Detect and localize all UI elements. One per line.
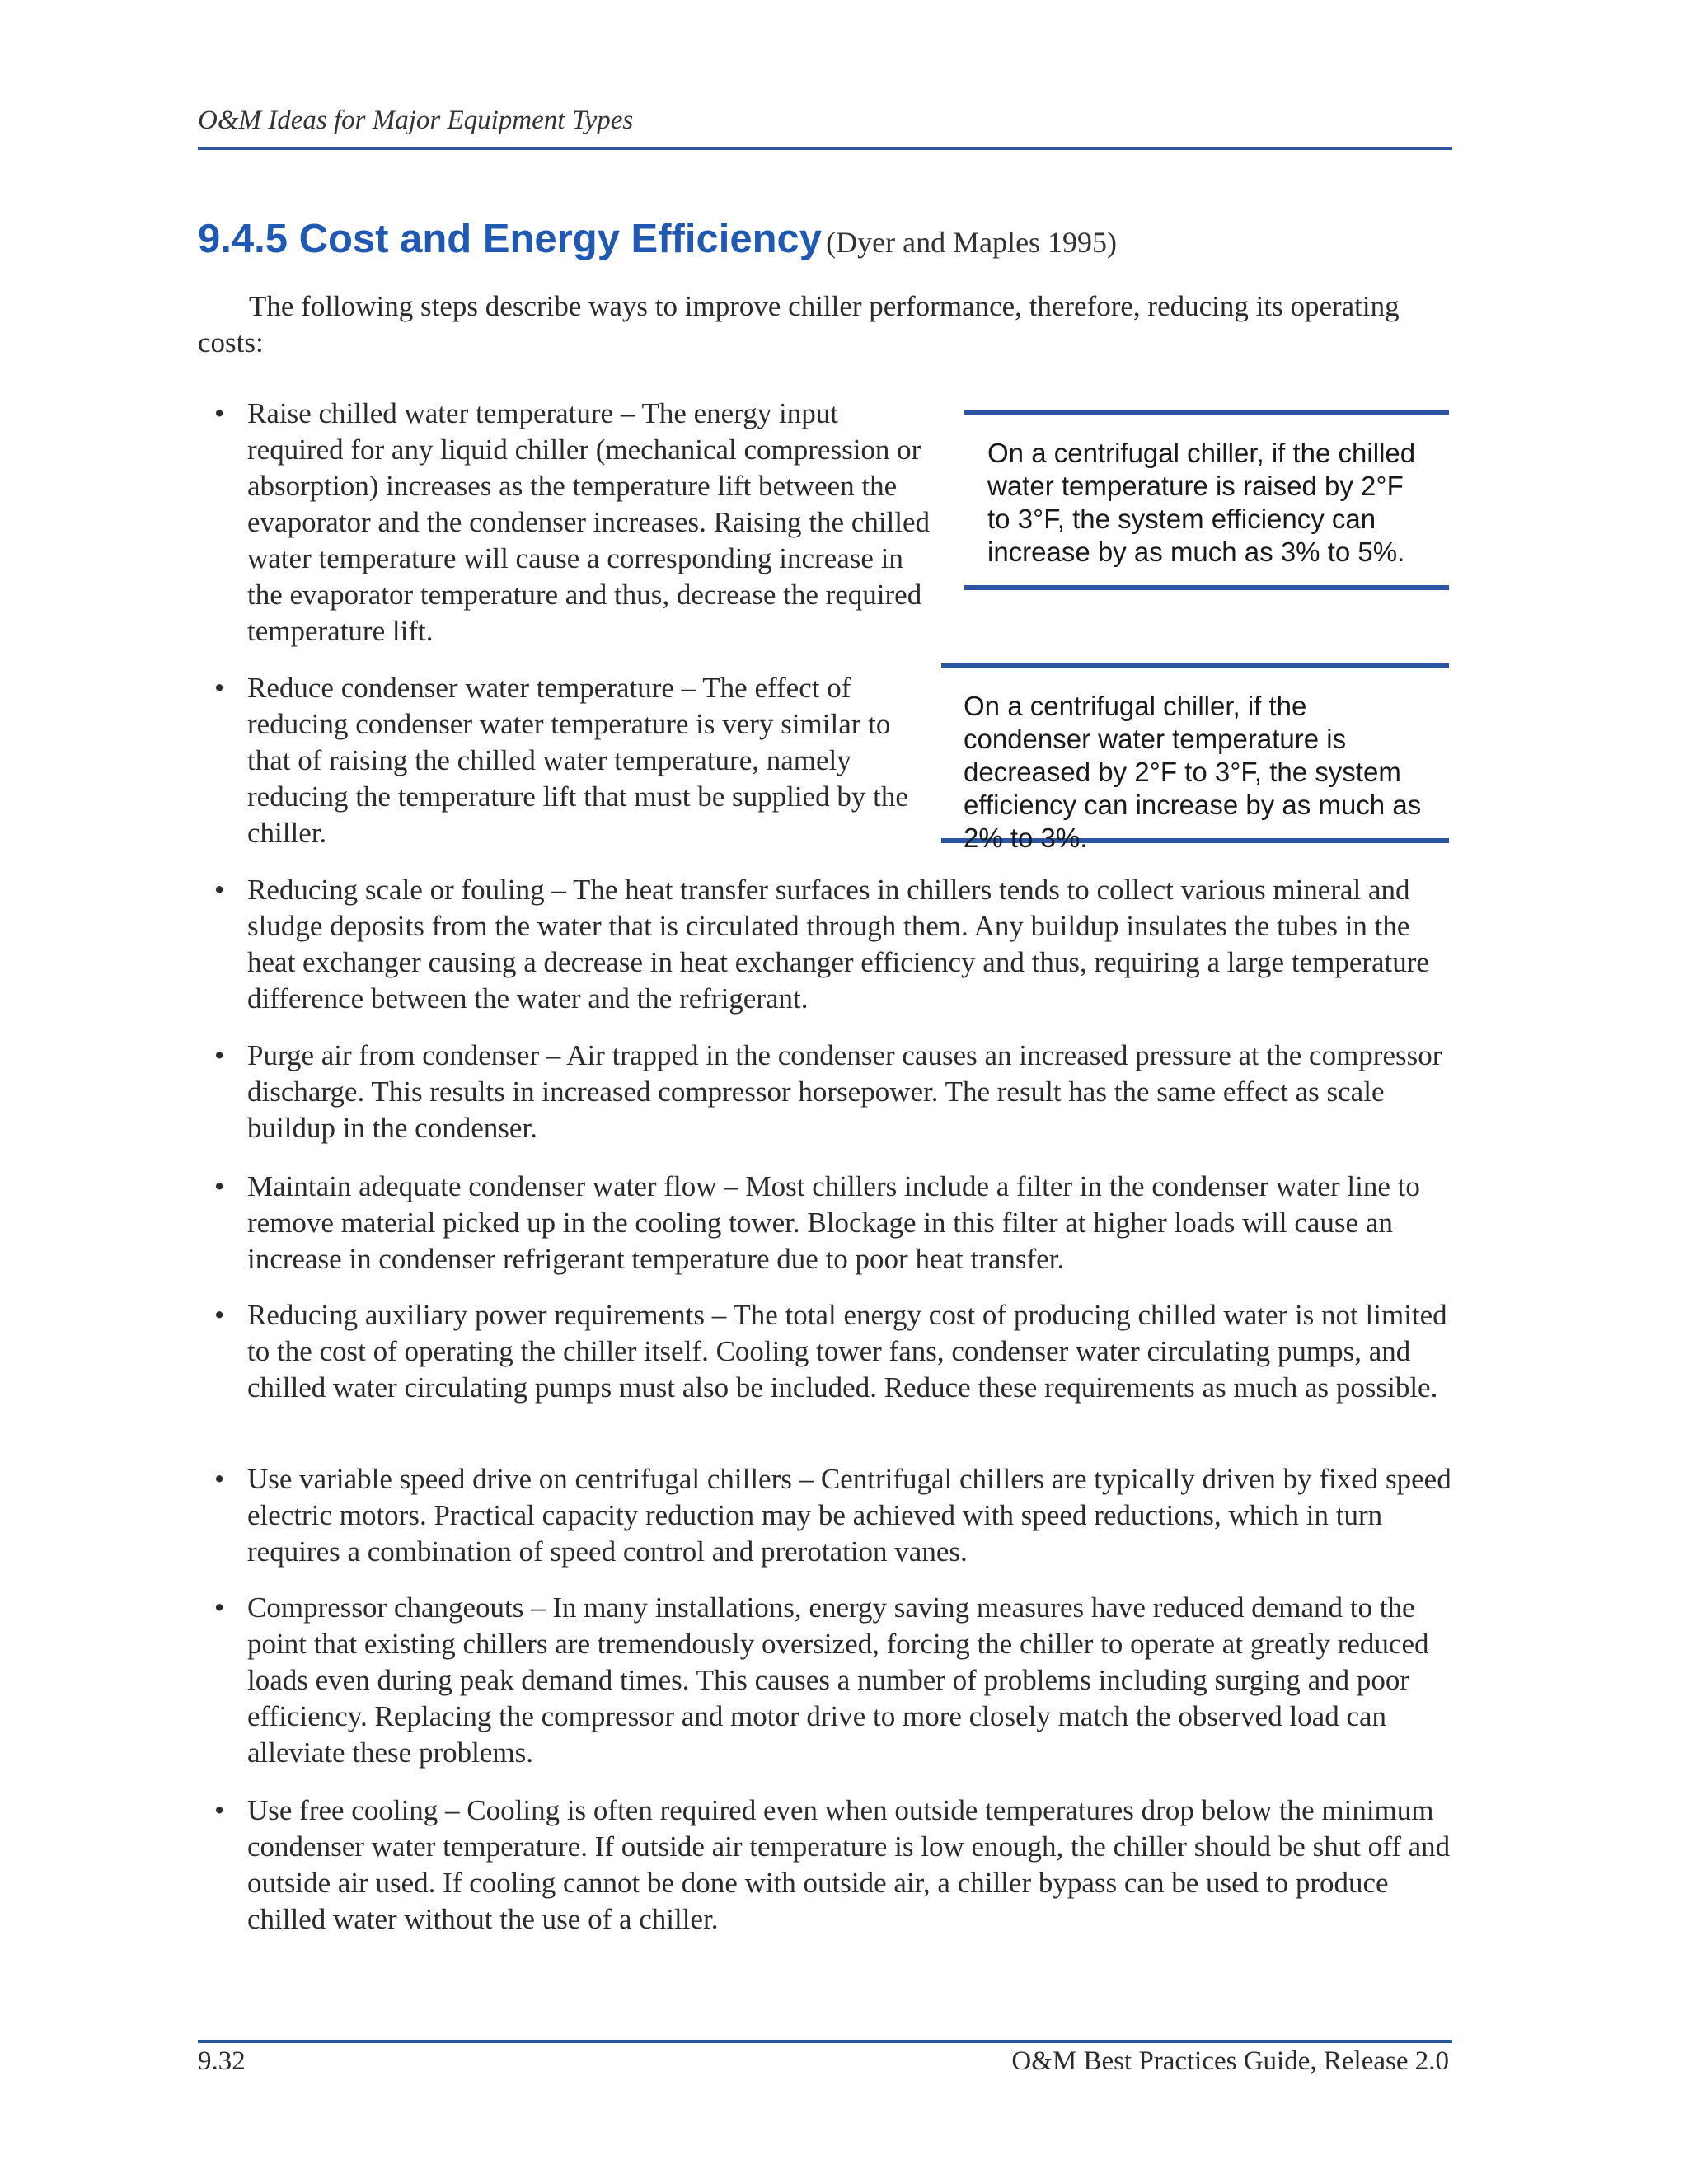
- list-item-text: Purge air from condenser – Air trapped in the condenser causes an increased pressure at the compressor discharge. This results in increased compressor horsepower. The result has the same effect as scale buildup in the condenser.: [247, 1039, 1442, 1144]
- list-item-text: Raise chilled water temperature – The energy input required for any liquid chiller (mechanical compression or absorption) increases as the temperature lift between the evaporator and the condenser increases. Raising the chilled water temperature will cause a corresponding increase in the evaporator temperature and thus, decrease the required temperature lift.: [247, 397, 931, 647]
- callout-box: [941, 663, 1449, 853]
- list-item-text: Reducing scale or fouling – The heat transfer surfaces in chillers tends to collect various mineral and sludge deposits from the water that is circulated through them. Any buildup insulates the tubes in the heat exchanger causing a decrease in heat exchanger efficiency and thus, requiring a large temperature difference between the water and the refrigerant.: [247, 874, 1429, 1015]
- section-heading: [198, 216, 1459, 262]
- list-item-text: Use variable speed drive on centrifugal chillers – Centrifugal chillers are typically driven by fixed speed electric motors. Practical capacity reduction may be achieved with speed reductions, which in turn requires a combination of speed control and prerotation vanes.: [247, 1463, 1451, 1568]
- callout-box: [964, 410, 1449, 590]
- header-rule: [198, 147, 1452, 150]
- list-item: [214, 670, 915, 851]
- list-item: [214, 396, 940, 649]
- bullet-icon: •: [214, 1299, 225, 1331]
- footer-title: O&M Best Practices Guide, Release 2.0: [1011, 2046, 1449, 2076]
- list-item: [214, 1169, 1459, 1277]
- bullet-icon: •: [214, 1794, 225, 1826]
- list-item-text: Reduce condenser water temperature – The effect of reducing condenser water temperature is very similar to that of raising the chilled water temperature, namely reducing the temperature lift that must be supplied by the chiller.: [247, 672, 908, 849]
- footer-rule: [198, 2040, 1452, 2043]
- bullet-icon: •: [214, 874, 225, 906]
- callout-text: On a centrifugal chiller, if the chilled water temperature is raised by 2°F to 3°F, the system efficiency can increase by as much as 3% to 5%.: [987, 438, 1416, 567]
- section-citation: (Dyer and Maples 1995): [826, 226, 1118, 259]
- list-item: [214, 1038, 1459, 1146]
- list-item-text: Maintain adequate condenser water flow – Most chillers include a filter in the condenser water line to remove material picked up in the cooling tower. Blockage in this filter at higher loads will cause an increase in condenser refrigerant temperature due to poor heat transfer.: [247, 1170, 1420, 1275]
- page-number: 9.32: [198, 2046, 246, 2076]
- list-item-text: Use free cooling – Cooling is often required even when outside temperatures drop below the minimum condenser water temperature. If outside air temperature is low enough, the chiller should be shut off and outside air used. If cooling cannot be done with outside air, a chiller bypass can be used to produce chilled water without the use of a chiller.: [247, 1794, 1451, 1935]
- callout-text: On a centrifugal chiller, if the condenser water temperature is decreased by 2°F to 3°F, the system efficiency can increase by as much as 2% to 3%.: [964, 691, 1422, 853]
- bullet-icon: •: [214, 1039, 225, 1071]
- list-item: [214, 1590, 1459, 1771]
- running-header: O&M Ideas for Major Equipment Types: [198, 105, 634, 135]
- intro-paragraph: The following steps describe ways to improve chiller performance, therefore, reducing its operating costs:: [198, 290, 1400, 359]
- bullet-icon: •: [214, 397, 225, 429]
- list-item: [214, 1461, 1459, 1570]
- bullet-icon: •: [214, 1591, 225, 1624]
- list-item: [214, 1793, 1459, 1938]
- list-item: [214, 872, 1459, 1017]
- bullet-icon: •: [214, 1170, 225, 1202]
- bullet-icon: •: [214, 672, 225, 704]
- list-item-text: Compressor changeouts – In many installations, energy saving measures have reduced demand to the point that existing chillers are tremendously oversized, forcing the chiller to operate at greatly reduced loads even during peak demand times. This causes a number of problems including surging and poor efficiency. Replacing the compressor and motor drive to more closely match the observed load can alleviate these problems.: [247, 1591, 1429, 1769]
- bullet-icon: •: [214, 1463, 225, 1495]
- section-title: 9.4.5 Cost and Energy Efficiency: [198, 217, 823, 261]
- list-item-text: Reducing auxiliary power requirements – The total energy cost of producing chilled water is not limited to the cost of operating the chiller itself. Cooling tower fans, condenser water circulating pumps, and chilled water circulating pumps must also be included. Reduce these requirements as much as possible.: [247, 1299, 1447, 1404]
- list-item: [214, 1297, 1459, 1406]
